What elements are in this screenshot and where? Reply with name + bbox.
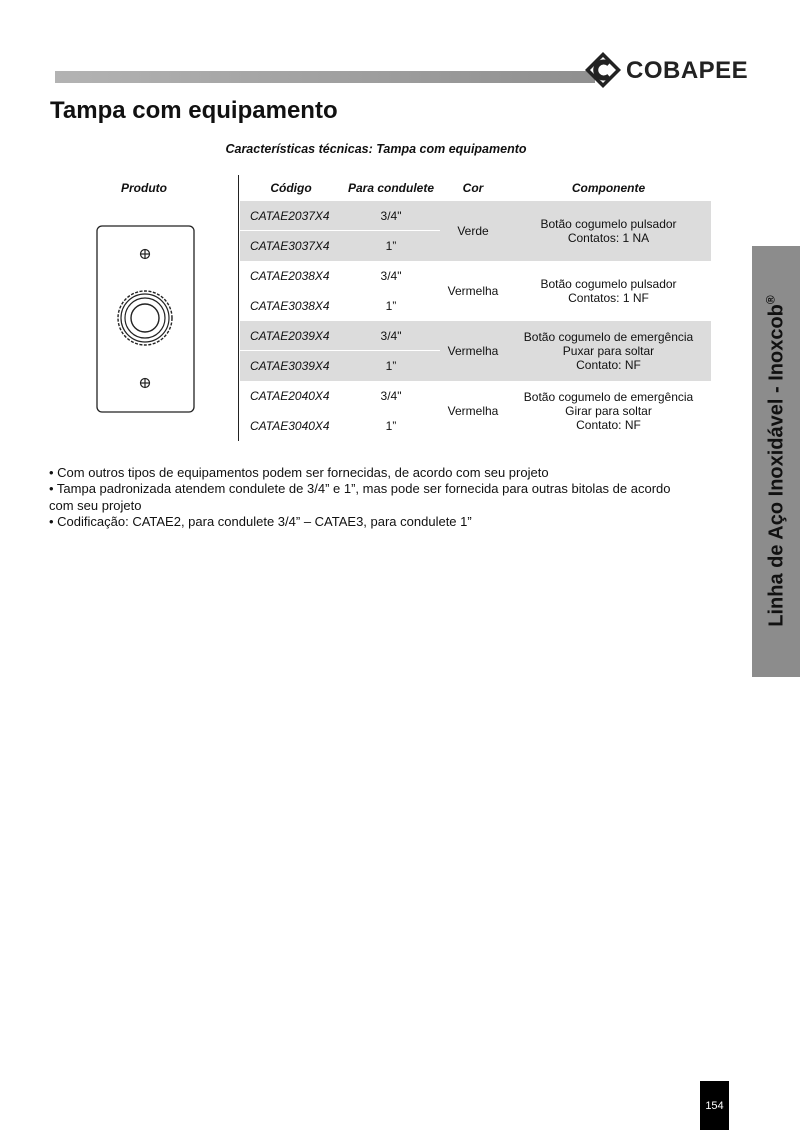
- side-tab: [752, 246, 800, 677]
- header-bar: [55, 71, 595, 83]
- header-produto: Produto: [121, 181, 167, 195]
- header-cor: Cor: [462, 181, 484, 195]
- table-row-group: [240, 381, 711, 441]
- component-line: Botão cogumelo pulsador: [540, 217, 677, 231]
- component-line: Botão cogumelo pulsador: [540, 277, 677, 291]
- component-line: Puxar para soltar: [562, 344, 655, 358]
- condulete-size: 1”: [385, 299, 397, 313]
- product-code: CATAE2038X4: [250, 269, 330, 283]
- product-code: CATAE2039X4: [250, 329, 330, 343]
- color-value: Verde: [457, 224, 489, 238]
- table-row-group: [240, 321, 711, 381]
- color-value: Vermelha: [447, 404, 499, 418]
- side-tab-label: [764, 295, 789, 626]
- page-number: 154: [700, 1081, 729, 1130]
- header-componente: Componente: [571, 181, 646, 195]
- cobapee-logo-icon: [583, 51, 623, 89]
- condulete-size: 3/4": [380, 209, 402, 223]
- color-value: Vermelha: [447, 284, 499, 298]
- header-condulete: Para condulete: [347, 181, 435, 195]
- screw-icon: [141, 250, 150, 259]
- component-line: Contatos: 1 NA: [567, 231, 650, 245]
- table-header: [240, 175, 711, 201]
- condulete-size: 1”: [385, 419, 397, 433]
- column-divider: [238, 175, 239, 441]
- note-item: • Codificação: CATAE2, para condulete 3/4” – CATAE3, para condulete 1”: [49, 513, 472, 529]
- product-code: CATAE3040X4: [250, 419, 330, 433]
- brand-name: COBAPEE: [626, 57, 749, 84]
- condulete-size: 1”: [385, 359, 397, 373]
- condulete-size: 1”: [385, 239, 397, 253]
- table-caption: Características técnicas: Tampa com equipamento: [225, 142, 527, 156]
- condulete-size: 3/4": [380, 329, 402, 343]
- brand-logo: [583, 51, 753, 89]
- product-code: CATAE2037X4: [250, 209, 330, 223]
- component-line: Botão cogumelo de emergência: [523, 330, 694, 344]
- component-line: Contato: NF: [576, 358, 641, 372]
- side-tab-text: Linha de Aço Inoxidável - Inoxcob: [765, 304, 788, 627]
- notes-list: [49, 465, 689, 530]
- color-value: Vermelha: [447, 344, 499, 358]
- component-line: Contatos: 1 NF: [568, 291, 649, 305]
- product-image: [94, 224, 198, 419]
- row-separator: [240, 350, 440, 351]
- component-cell: [506, 277, 711, 305]
- spec-table: [240, 175, 711, 441]
- cover-plate-push-button-icon: [94, 224, 198, 414]
- condulete-size: 3/4": [380, 389, 402, 403]
- component-line: Contato: NF: [576, 418, 641, 432]
- header-codigo: Código: [270, 181, 312, 195]
- row-separator: [240, 230, 440, 231]
- registered-mark: ®: [763, 295, 778, 305]
- note-item: • Tampa padronizada atendem condulete de 3/4” e 1”, mas pode ser fornecida para outras bitolas de acordo com seu projeto: [49, 481, 671, 513]
- product-code: CATAE3037X4: [250, 239, 330, 253]
- component-cell: [506, 330, 711, 372]
- note-item: • Com outros tipos de equipamentos podem ser fornecidas, de acordo com seu projeto: [49, 465, 549, 480]
- condulete-size: 3/4": [380, 269, 402, 283]
- table-row-group: [240, 201, 711, 261]
- component-cell: [506, 390, 711, 432]
- component-line: Botão cogumelo de emergência: [523, 390, 694, 404]
- product-code: CATAE2040X4: [250, 389, 330, 403]
- product-code: CATAE3039X4: [250, 359, 330, 373]
- table-row-group: [240, 261, 711, 321]
- page-title: Tampa com equipamento: [50, 97, 338, 124]
- component-line: Girar para soltar: [565, 404, 652, 418]
- product-code: CATAE3038X4: [250, 299, 330, 313]
- component-cell: [506, 217, 711, 245]
- screw-icon: [141, 379, 150, 388]
